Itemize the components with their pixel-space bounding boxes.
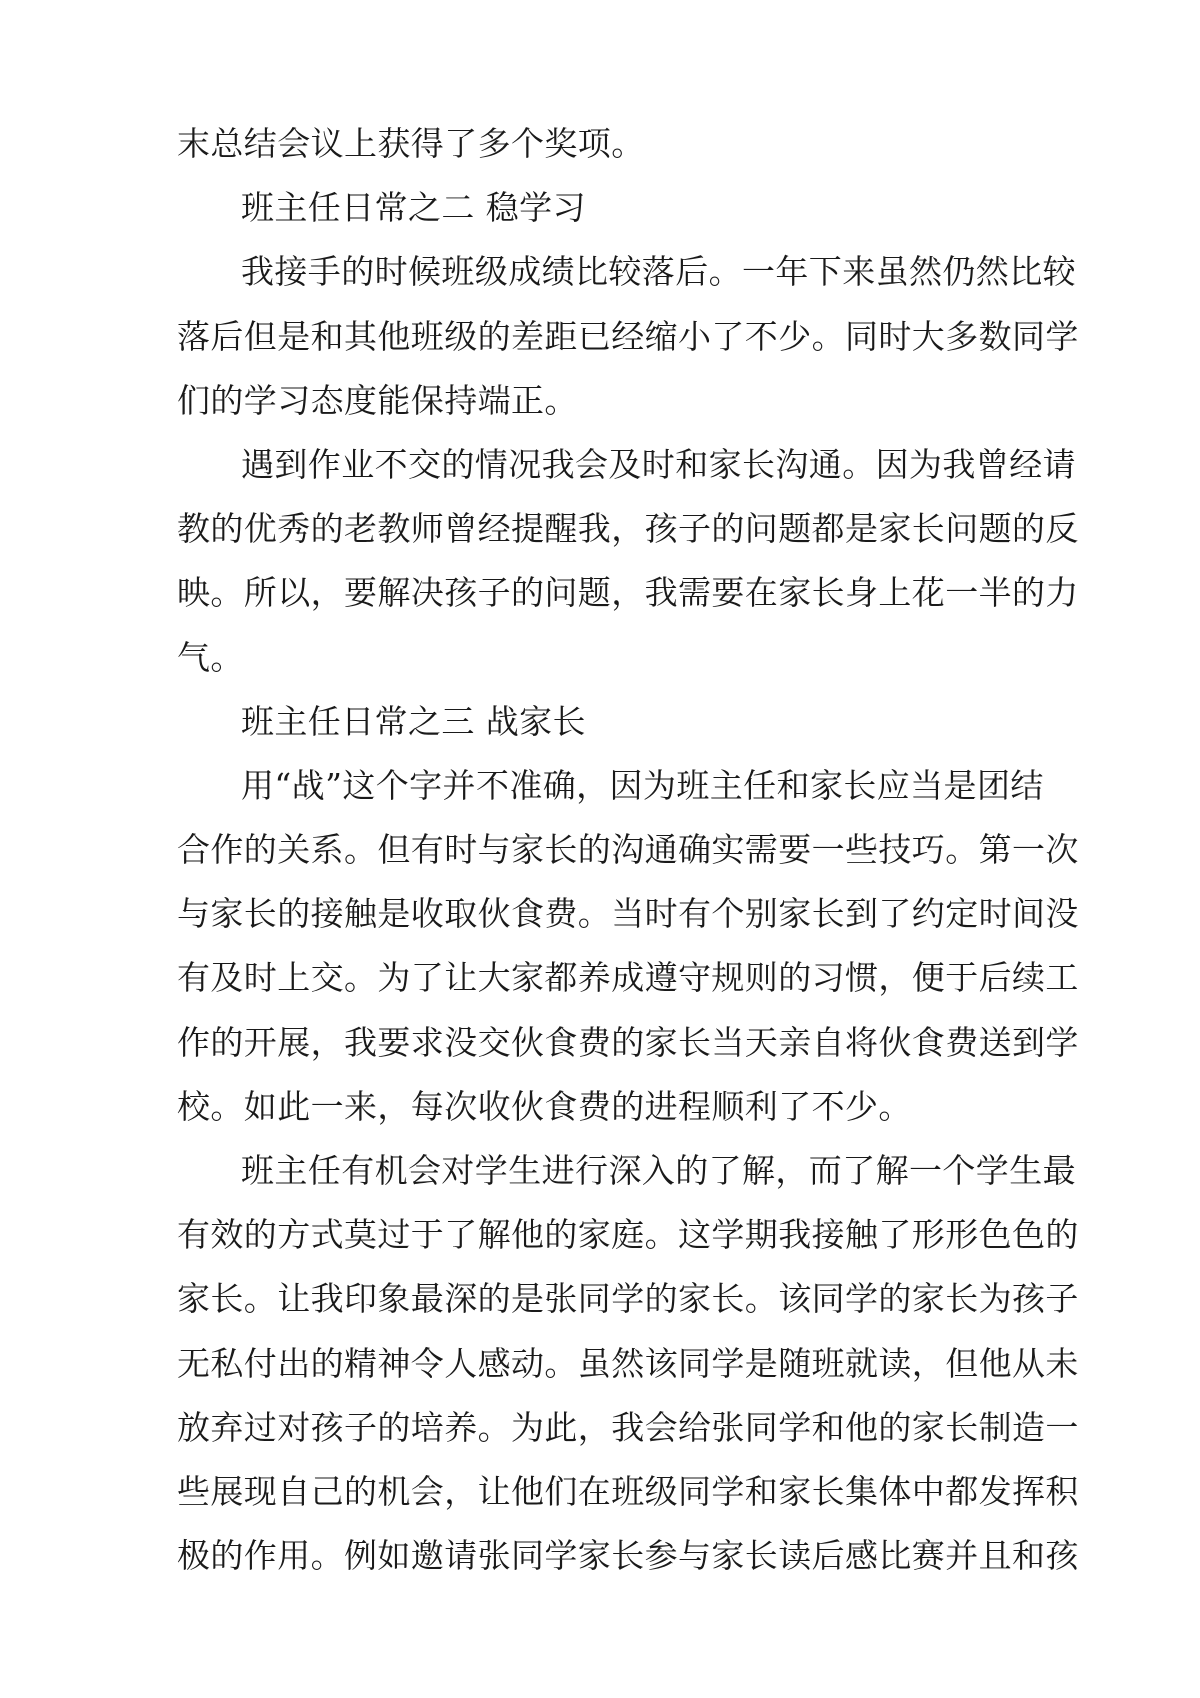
text-line: 映。所以，要解决孩子的问题，我需要在家长身上花一半的力 (177, 573, 1079, 613)
text-line: 放弃过对孩子的培养。为此，我会给张同学和他的家长制造一 (177, 1407, 1079, 1447)
paragraph-first-line: 用“战”这个字并不准确，因为班主任和家长应当是团结 (241, 765, 1044, 805)
section-heading: 班主任日常之三 战家长 (241, 701, 586, 741)
paragraph-first-line: 我接手的时候班级成绩比较落后。一年下来虽然仍然比较 (241, 252, 1076, 292)
paragraph-first-line: 班主任有机会对学生进行深入的了解，而了解一个学生最 (241, 1151, 1076, 1190)
text-line: 与家长的接触是收取伙食费。当时有个别家长到了约定时间没 (177, 894, 1079, 934)
text-line: 末总结会议上获得了多个奖项。 (177, 124, 645, 163)
text-line: 教的优秀的老教师曾经提醒我，孩子的问题都是家长问题的反 (177, 509, 1079, 549)
text-line: 无私付出的精神令人感动。虽然该同学是随班就读，但他从未 (177, 1343, 1079, 1383)
text-line: 有效的方式莫过于了解他的家庭。这学期我接触了形形色色的 (177, 1215, 1079, 1255)
text-line: 落后但是和其他班级的差距已经缩小了不少。同时大多数同学 (177, 316, 1079, 356)
document-page (177, 112, 1079, 1588)
text-line: 作的开展，我要求没交伙食费的家长当天亲自将伙食费送到学 (177, 1022, 1079, 1062)
text-line: 们的学习态度能保持端正。 (177, 380, 578, 420)
paragraph-first-line: 遇到作业不交的情况我会及时和家长沟通。因为我曾经请 (241, 444, 1076, 484)
text-line: 气。 (177, 637, 244, 677)
section-heading: 班主任日常之二 稳学习 (241, 188, 586, 228)
text-line: 家长。让我印象最深的是张同学的家长。该同学的家长为孩子 (177, 1279, 1079, 1319)
text-line: 合作的关系。但有时与家长的沟通确实需要一些技巧。第一次 (177, 830, 1079, 870)
text-line: 校。如此一来，每次收伙食费的进程顺利了不少。 (177, 1086, 912, 1126)
text-line: 有及时上交。为了让大家都养成遵守规则的习惯，便于后续工 (177, 958, 1079, 998)
text-line: 些展现自己的机会，让他们在班级同学和家长集体中都发挥积 (177, 1471, 1079, 1511)
text-line: 极的作用。例如邀请张同学家长参与家长读后感比赛并且和孩 (177, 1536, 1079, 1576)
